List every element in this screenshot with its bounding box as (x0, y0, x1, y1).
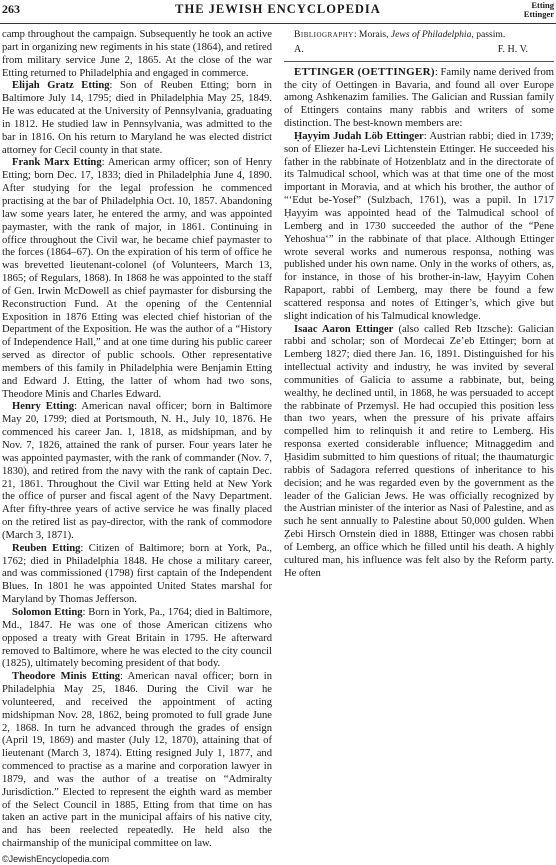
bibliography-text: : Morais, (353, 29, 391, 40)
entry-solomon-etting (2, 607, 272, 671)
entry-text: (also called Reb Itzsche): Galician rabbi and scholar; son of Mordecai Ze’eb Ettinger; born at Lemberg 1827; died there Jan. 16, 1891. Distinguished for his intellectual activity and industry, he was invited by several communities of Galicia to assume a rabbinate, but, being wealthy, he declined until, in 1868, he was persuaded to accept the rabbinate of Przemysl. He had occupied this position less than two years, when the pressure of his private affairs compelled him to relinquish it and retire to Lemberg. His responsa exerted considerable influence; Mitnaggedim and Ḥasidim submitted to him questions of ritual; the thaumaturgic rabbis of Sadagora referred questions of inheritance to his decision; and he was regarded even by the government as the leader of the Galician Jews. He was officially recognized by the Austrian minister of the interior as Nasi of Palestine, and as such he sent annually to Palestine about 50,000 gulden. When Ẓebi Hirsch Ornstein died in 1888, Ettinger was chosen rabbi of Lemberg, an office which he filled until his death. A highly cultured man, his influence was felt also by the Reform party. He often (284, 323, 554, 579)
entry-isaac-aaron-ettinger (284, 324, 554, 581)
entry-theodore-minis-etting (2, 671, 272, 851)
entry-ettinger (284, 66, 554, 131)
entry-frank-marx-etting (2, 157, 272, 401)
entry-text: : Son of Reuben Etting; born in Baltimore July 14, 1795; died in Philadelphia May 25, 1849. He was educated at the University of Pennsylvania, graduating in 1812. He studied law in Pennsylvania, was admitted to the bar in 1816. On his return to Maryland he was elected district attorney for Cecil county in that state. (2, 80, 272, 156)
copyright-footer: ©JewishEncyclopedia.com (2, 854, 110, 864)
entry-reuben-etting (2, 543, 272, 607)
paragraph-continuation (2, 29, 272, 80)
header-rule (0, 23, 556, 24)
entry-text: : Austrian rabbi; died in 1739; son of Eliezer ha-Levi Lichtenstein Ettinger. He succeeded his father in the rabbinate of Hotzenblatz and in the directorate of its Talmudical school, which was at that time one of the most important in Moravia, and at which his brother, the author of “‘Edut be-Yosef” (Sulzbach, 1761), was a pupil. In 1717 Ḥayyim was appointed head of the Talmudical school of Lemberg and in 1730 succeeded the author of the “Pene Yehoshua‘” in the rabbinate of that place. Although Ettinger wrote several works and numerous responsa, nothing was published under his own name. Only in the works of others, as, for instance, in those of his brother-in-law, Ḥayyim Cohen Rapaport, rabbi of Lemberg, may there be found a few scattered responsa and notes of Ettinger’s, which give but slight indication of his Talmudical knowledge. (284, 130, 555, 322)
entry-headword: Solomon Etting (12, 606, 83, 618)
entry-text: : Born in York, Pa., 1764; died in Baltimore, Md., 1847. He was one of those American citizens who opposed a treaty with Great Britain in 1795. He afterward removed to Baltimore, where he was elected to the city council (1825), ultimately becoming president of that body. (2, 606, 272, 670)
bibliography (284, 29, 554, 42)
bibliography-label: Bibliography (294, 29, 354, 40)
entry-headword: Reuben Etting (12, 542, 81, 554)
entry-text: : American army officer; son of Henry Etting; born Dec. 17, 1833; died in Philadelphia June 4, 1890. After studying for the legal profession he commenced practising at the bar of Philadelphia Oct. 10, 1857. Abandoning law some years later, he entered the army, and was appointed paymaster, with the rank of major, in 1861. Continuing in office throughout the Civil war, he became chief paymaster to the forces (1864–67). On the expiration of his term of office he was brevetted lieutenant-colonel (of Volunteers, March 13, 1865; of Regulars, 1868). In 1868 he was appointed to the staff of Gen. Irwin McDowell as chief paymaster for disbursing the Reconstruction Fund. At the opening of the Centennial Exposition in 1876 Etting was elected chief historian of the Department of the Exposition. He was the author of a “History of Independence Hall,” and at one time during his public career served as director of public schools. Other representative members of this family in Philadelphia were Benjamin Etting and Edward J. Etting, the latter of whom had two sons, Theodore Minis and Charles Edward. (2, 157, 272, 400)
keyword-bottom: Ettinger (523, 9, 554, 19)
entry-headword: Henry Etting (12, 401, 75, 413)
bibliography-tail: , passim. (471, 29, 506, 40)
running-header (0, 0, 556, 26)
entry-headword: Ḥayyim Judah Löb Ettinger (294, 130, 424, 142)
entry-headword: Isaac Aaron Ettinger (294, 323, 394, 335)
entry-headword: Elijah Gratz Etting (12, 80, 110, 92)
entry-text: : American naval officer; born in Baltimore May 20, 1799; died at Portsmouth, N. H., July 10, 1876. He commenced his career Jan. 1, 1818, as midshipman, and by Nov. 7, 1826, attained the rank of purser. Four years later he was appointed paymaster, with the rank of commander (Nov. 7, 1830), and retired from the navy with the rank of captain Dec. 21, 1861. Throughout the Civil war Etting held at New York the office of purser and fiscal agent of the Navy Department. After fifty-three years of active service he was finally placed on the retired list as pay-director, with the rank of commodore (March 3, 1871). (2, 401, 272, 541)
article-body (2, 29, 554, 855)
entry-elijah-gratz-etting (2, 80, 272, 157)
bibliography-work: Jews of Philadelphia (390, 29, 472, 40)
keyword-top: Etting (531, 0, 554, 10)
running-keywords (524, 1, 554, 19)
running-title: THE JEWISH ENCYCLOPEDIA (175, 2, 381, 16)
entry-henry-etting (2, 401, 272, 542)
signature-right: F. H. V. (497, 43, 528, 55)
signature-left: A. (294, 43, 304, 55)
paragraph-text: camp throughout the campaign. Subsequently he took an active part in organizing new regiments in his state (1864), and retired from military service June 2, 1865. At the close of the war Etting returned to Philadelphia and engaged in commerce. (2, 29, 272, 79)
entry-headword: Theodore Minis Etting (12, 671, 121, 683)
section-divider (284, 61, 554, 62)
entry-text: : Family name derived from the city of Oettingen in Bavaria, and found all over Europe among Ashkenazim families. The Galician and Russian family of Ettingers contains many rabbis and writers of some distinction. The best-known members are: (284, 66, 555, 130)
entry-hayyim-judah-lob-ettinger (284, 131, 554, 324)
entry-headword: Frank Marx Etting (12, 157, 102, 169)
entry-text: : Citizen of Baltimore; born at York, Pa., 1762; died in Philadelphia 1848. He chose a military career, and was commissioned (1798) first captain of the Independent Blues. In 1801 he was appointed United States marshal for Maryland by Thomas Jefferson. (2, 542, 272, 606)
article-headword: ETTINGER (OETTINGER) (294, 65, 435, 78)
page-number: 263 (2, 2, 20, 16)
author-signature (284, 44, 554, 57)
entry-text: : American naval officer; born in Philadelphia May 25, 1846. During the Civil war he volunteered, and received the appointment of acting midshipman Nov. 28, 1862, being promoted to full grade June 2, 1868. In turn he advanced through the grades of ensign (April 19, 1869) and master (July 12, 1870), attaining that of lieutenant (March 3, 1874). Etting resigned July 1, 1877, and commenced to practise as a marine and corporation lawyer in 1879, and was the author of a treatise on “Admiralty Jurisdiction.” Elected to represent the eighth ward as member of the Select Council in 1885, Etting from that time on has taken an active part in the municipal affairs of his native city, and has been reelected repeatedly. He held also the chairmanship of the municipal committee on law. (2, 671, 273, 850)
